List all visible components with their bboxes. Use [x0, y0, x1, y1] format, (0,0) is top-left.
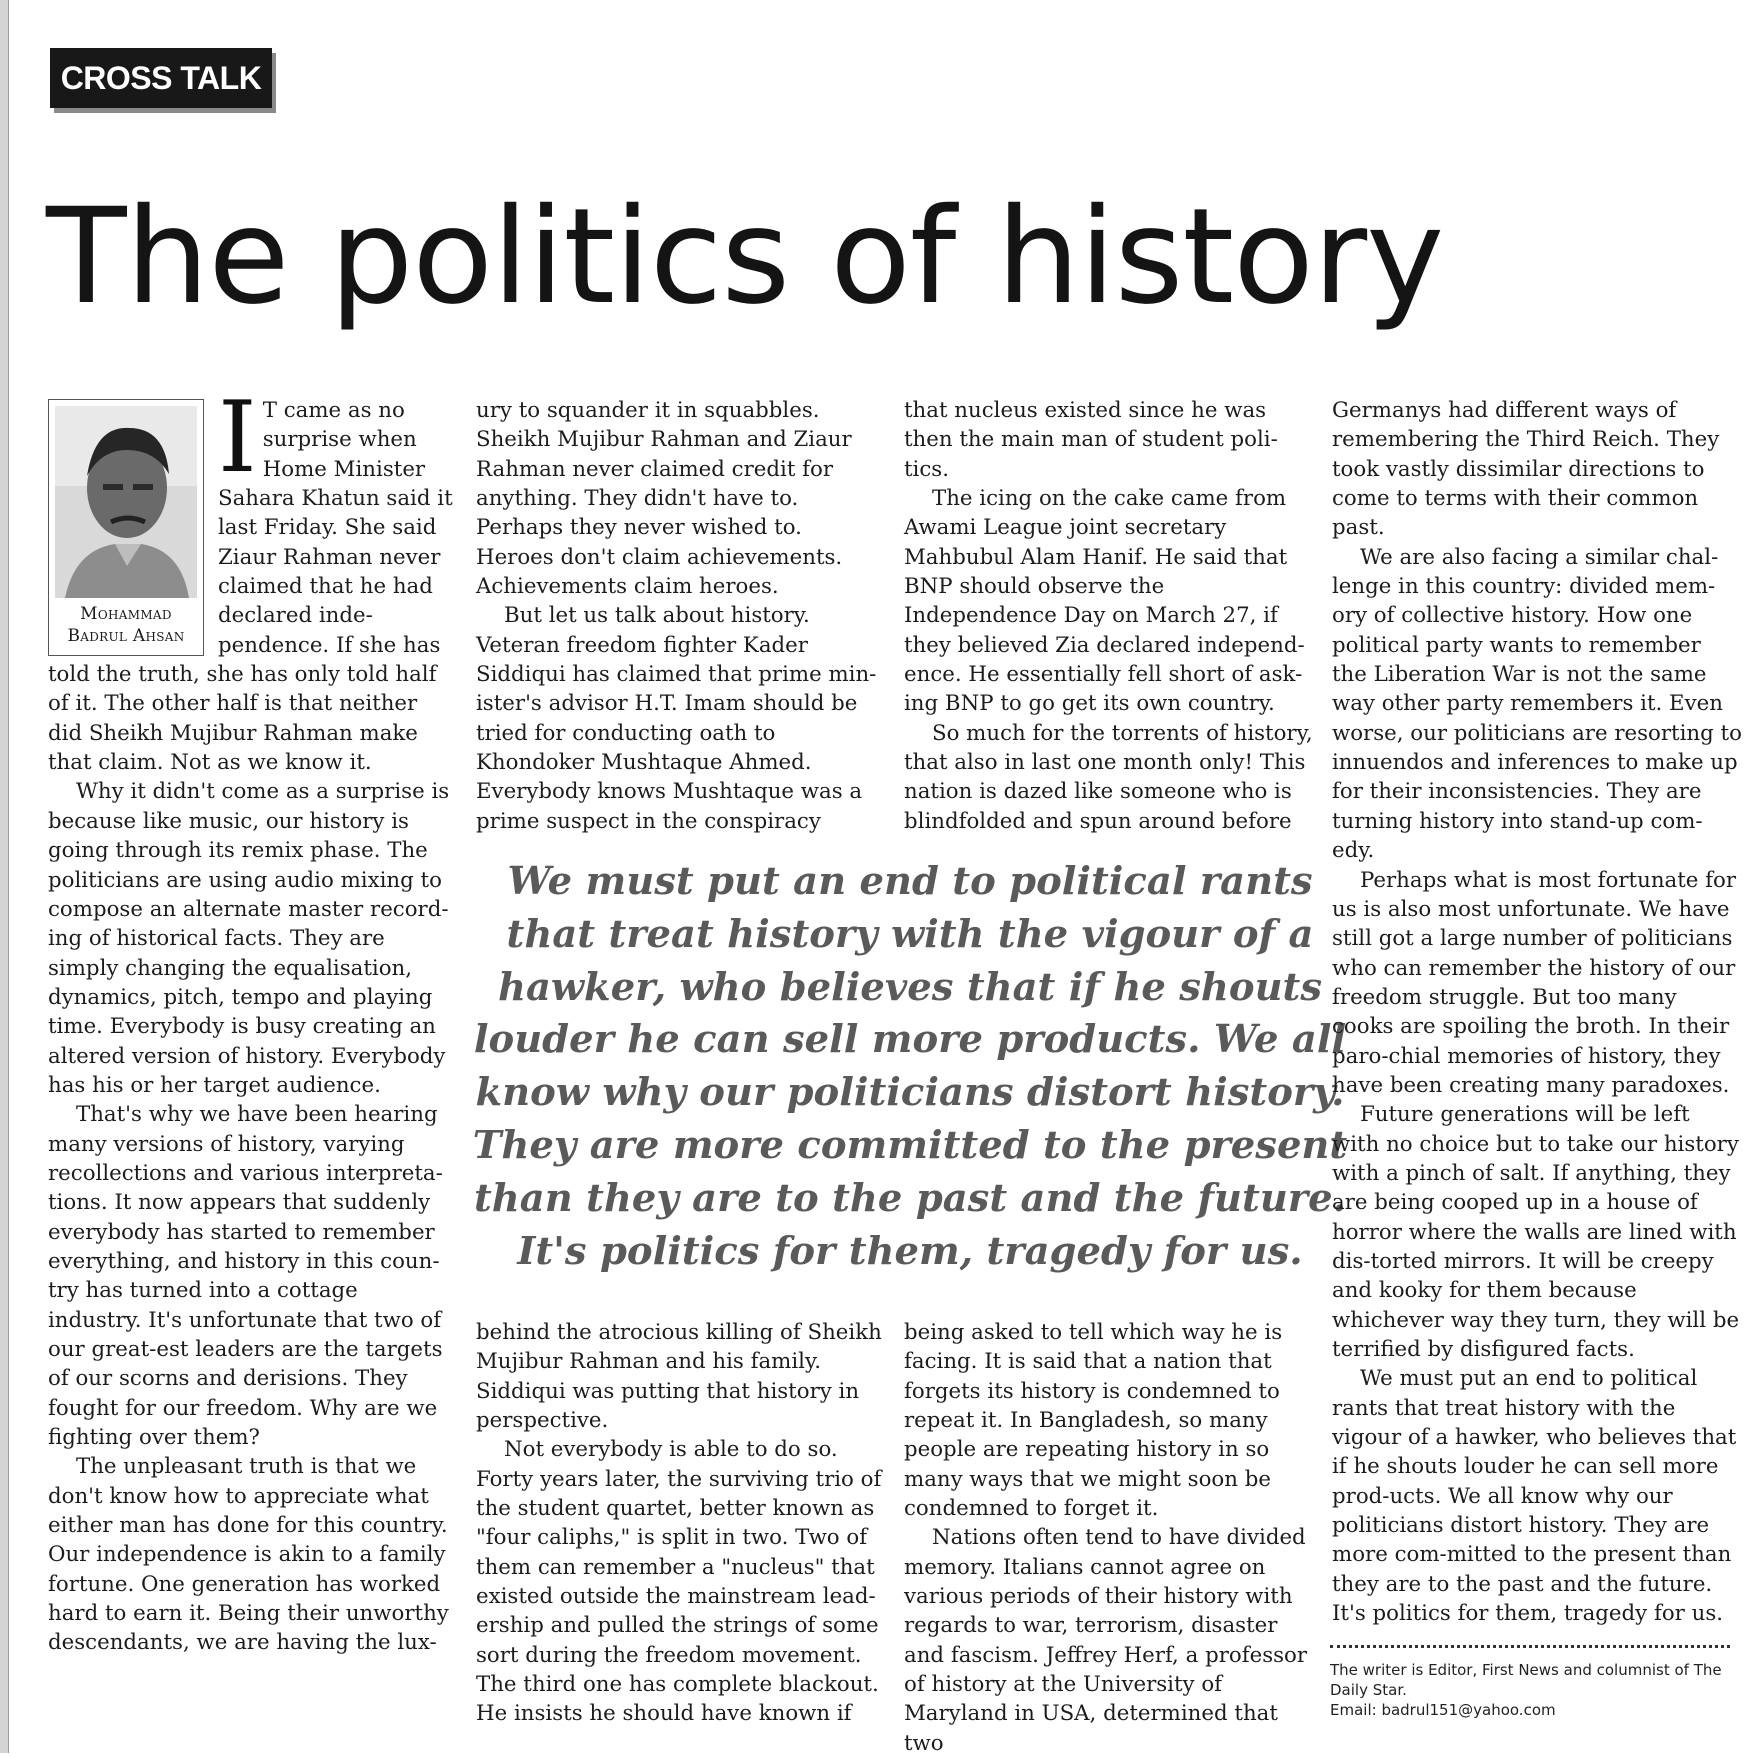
author-email[interactable]: Email: badrul151@yahoo.com: [1330, 1701, 1556, 1719]
col3-paragraph: being asked to tell which way he is facing. It is said that a nation that forgets its history is condemned to repeat it. In Bangladesh, so many people are repeating history in so many ways that we might soon be condemned to forget it.: [904, 1320, 1283, 1522]
drop-cap: I: [218, 381, 257, 495]
column-2-bottom: [476, 1318, 886, 1729]
author-first-name: Mohammad: [80, 604, 172, 624]
col3-paragraph: that nucleus existed since he was then the main man of student poli-tics.: [904, 398, 1278, 482]
headline: The politics of history: [46, 180, 1444, 334]
col2-paragraph: Not everybody is able to do so. Forty years later, the surviving trio of the student quartet, better known as "four caliphs," is split in two. Two of them can remember a "nucleus" that existed outside the mainstream lead-ership and pulled the strings of some sort during the freedom movement. The third one has complete blackout. He insists he should have known if: [476, 1437, 882, 1727]
col1-paragraph: T came as no surprise when Home Minister Sahara Khatun said it last Friday. She said Ziaur Rahman never claimed that he had declared inde-pendence. If she has told the truth, she has only told half of it. The other half is that neither did Sheikh Mujibur Rahman make that claim. Not as we know it.: [48, 398, 453, 776]
column-2-top: [476, 396, 886, 836]
col4-paragraph: We must put an end to political rants that treat history with the vigour of a hawker, who believes that if he shouts louder he can sell more prod-ucts. We all know why our politicians distort history. They are more com-mitted to the present than they are to the past and the future. It's politics for them, tragedy for us.: [1332, 1366, 1737, 1627]
col2-paragraph: ury to squander it in squabbles. Sheikh Mujibur Rahman and Ziaur Rahman never claimed credit for anything. They didn't have to. Perhaps they never wished to. Heroes don't claim achievements. Achievements claim heroes.: [476, 398, 852, 600]
col3-paragraph: So much for the torrents of history, that also in last one month only! This nation is dazed like someone who is blindfolded and spun around before: [904, 720, 1313, 834]
footer-divider: [1330, 1645, 1730, 1648]
section-kicker: CROSS TALK: [50, 48, 272, 108]
author-note-text: The writer is Editor, First News and columnist of The Daily Star.: [1330, 1661, 1722, 1699]
author-photo: [55, 406, 197, 598]
author-note: [1330, 1660, 1740, 1720]
col4-paragraph: Future generations will be left with no choice but to take our history with a pinch of salt. If anything, they are being cooped up in a house of horror where the walls are lined with dis-torted mirrors. It will be creepy and kooky for them because whichever way they turn, they will be terrified by disfigured facts.: [1332, 1102, 1740, 1362]
author-byline: [55, 603, 197, 647]
column-3-bottom: [904, 1318, 1314, 1758]
column-1: [48, 381, 458, 1658]
col2-paragraph: behind the atrocious killing of Sheikh Mujibur Rahman and his family. Siddiqui was putting that history in perspective.: [476, 1320, 882, 1434]
pull-quote: We must put an end to political rants that treat history with the vigour of a hawker, who believes that if he shouts louder he can sell more products. We all know why our politicians distort history. They are more committed to the present than they are to the past and the future. It's politics for them, tragedy for us.: [472, 859, 1348, 1274]
col2-paragraph: But let us talk about history. Veteran freedom fighter Kader Siddiqui has claimed that prime min-ister's advisor H.T. Imam should be tried for conducting oath to Khondoker Mushtaque Ahmed. Everybody knows Mushtaque was a prime suspect in the conspiracy: [476, 603, 877, 834]
column-4: [1332, 396, 1742, 1628]
page-edge-rule: [0, 0, 9, 1753]
author-last-name: Badrul Ahsan: [67, 626, 185, 646]
col3-paragraph: The icing on the cake came from Awami League joint secretary Mahbubul Alam Hanif. He said that BNP should observe the Independence Day on March 27, if they believed Zia declared independ-ence. He essentially fell short of ask-ing BNP to go get its own country.: [904, 486, 1305, 717]
col4-paragraph: Perhaps what is most fortunate for us is also most unfortunate. We have still got a large number of politicians who can remember the history of our freedom struggle. But too many cooks are spoiling the broth. In their paro-chial memories of history, they have been creating many paradoxes.: [1332, 867, 1737, 1098]
col4-paragraph: Germanys had different ways of remembering the Third Reich. They took vastly dissimilar directions to come to terms with their common past.: [1332, 398, 1720, 541]
author-box: [48, 399, 204, 656]
column-3-top: [904, 396, 1314, 836]
col1-paragraph: Why it didn't come as a surprise is because like music, our history is going through its remix phase. The politicians are using audio mixing to compose an alternate master record-ing of historical facts. They are simply changing the equalisation, dynamics, pitch, tempo and playing time. Everybody is busy creating an altered version of history. Everybody has his or her target audience.: [48, 779, 450, 1098]
col3-paragraph: Nations often tend to have divided memory. Italians cannot agree on various periods of their history with regards to war, terrorism, disaster and fascism. Jeffrey Herf, a professor of history at the University of Maryland in USA, determined that two: [904, 1525, 1308, 1756]
col1-paragraph: The unpleasant truth is that we don't know how to appreciate what either man has done for this country. Our independence is akin to a family fortune. One generation has worked hard to earn it. Being their unworthy descendants, we are having the lux-: [48, 1454, 449, 1656]
col4-paragraph: We are also facing a similar chal-lenge in this country: divided mem-ory of collective history. How one political party wants to remember the Liberation War is not the same way other party remembers it. Even worse, our politicians are resorting to innuendos and inferences to make up for their inconsistencies. They are turning history into stand-up com-edy.: [1332, 544, 1742, 864]
col1-paragraph: That's why we have been hearing many versions of history, varying recollections and various interpreta-tions. It now appears that suddenly everybody has started to remember everything, and history in this coun-try has turned into a cottage industry. It's unfortunate that two of our great-est leaders are the targets of our scorns and derisions. They fought for our freedom. Why are we fighting over them?: [48, 1102, 443, 1451]
